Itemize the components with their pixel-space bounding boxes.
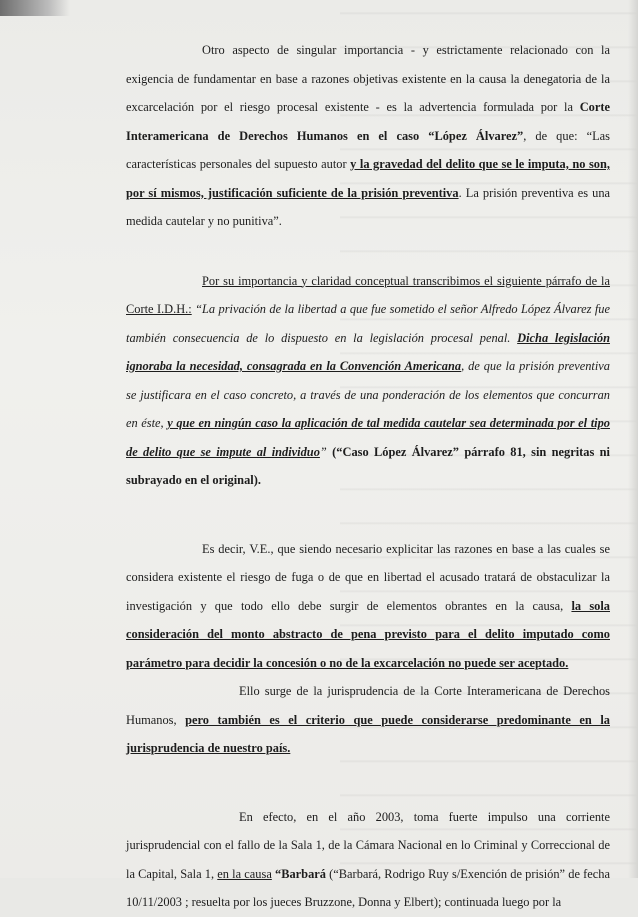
text-run: . La prisión preventiva es una medida cautelar y no punitiva”.: [126, 185, 611, 228]
bold-run: (“Caso López Álvarez” párrafo 81, sin negritas ni subrayado en el original).: [126, 444, 610, 487]
text-run: Es decir, V.E., que siendo necesario explicitar las razones en base a las cuales se considera existente el riesgo de fuga o de que en libertad el acusado tratará de obstaculizar la investigación y que todo ello debe surgir de elementos obrantes en la causa,: [126, 541, 610, 613]
italic-run: ”: [319, 444, 327, 459]
paragraph-3: [126, 535, 610, 678]
text-run: Otro aspecto de singular importancia - y estrictamente relacionado con la exigencia de fundamentar en base a razones objetivas existente en la causa la denegatoria de la excarcelación por el riesgo procesal existente - es la advertencia formulada por la: [126, 43, 610, 114]
text-run: , de que: “Las características personales del supuesto autor: [126, 128, 610, 171]
italic-run: , de que la prisión preventiva se justificara en el caso concreto, a través de una ponderación de los elementos que concurran en éste,: [126, 359, 610, 430]
document-body: [126, 36, 610, 917]
text-run: Ello surge de la jurisprudencia de la Corte Interamericana de Derechos Humanos,: [126, 684, 610, 727]
italic-run: “La privación de la libertad a que fue sometido el señor Alfredo López Álvarez fue también consecuencia de lo dispuesto en la legislación procesal penal.: [126, 302, 610, 345]
paragraph-2: [126, 267, 610, 495]
text-run: (“Barbará, Rodrigo Ruy s/Exención de prisión” de fecha 10/11/2003 ; resuelta por los jueces Bruzzone, Donna y Elbert); continuada luego por la: [126, 866, 610, 909]
bold-run: “Barbará: [275, 866, 326, 881]
underlined-run: en la causa: [217, 866, 272, 881]
text-run: En efecto, en el año 2003, toma fuerte impulso una corriente jurisprudencial con el fallo de la Sala 1, de la Cámara Nacional en lo Criminal y Correccional de la Capital, Sala 1,: [126, 809, 610, 881]
bold-italic-underlined-run: y que en ningún caso la aplicación de tal medida cautelar sea determinada por el tipo de delito que se impute al individuo: [126, 416, 610, 459]
paragraph-1: [126, 36, 610, 236]
scan-shadow: [0, 0, 70, 16]
underlined-run: Por su importancia y claridad conceptual transcribimos el siguiente párrafo de la Corte I.D.H.:: [126, 273, 610, 316]
paragraph-4: [126, 677, 610, 763]
page-edge: [628, 0, 638, 878]
bold-underlined-run: la sola consideración del monto abstracto de pena previsto para el delito imputado como parámetro para decidir la concesión o no de la excarcelación no puede ser aceptado.: [126, 598, 610, 670]
bold-run: Corte Interamericana de Derechos Humanos en el caso “López Álvarez”: [126, 100, 610, 143]
bold-italic-underlined-run: Dicha legislación ignoraba la necesidad, consagrada en la Convención Americana: [126, 330, 610, 373]
paragraph-5: [126, 803, 610, 917]
bold-underlined-run: pero también es el criterio que puede considerarse predominante en la jurisprudencia de nuestro país.: [126, 712, 610, 755]
bold-underlined-run: y la gravedad del delito que se le imputa, no son, por sí mismos, justificación suficiente de la prisión preventiva: [126, 157, 610, 200]
